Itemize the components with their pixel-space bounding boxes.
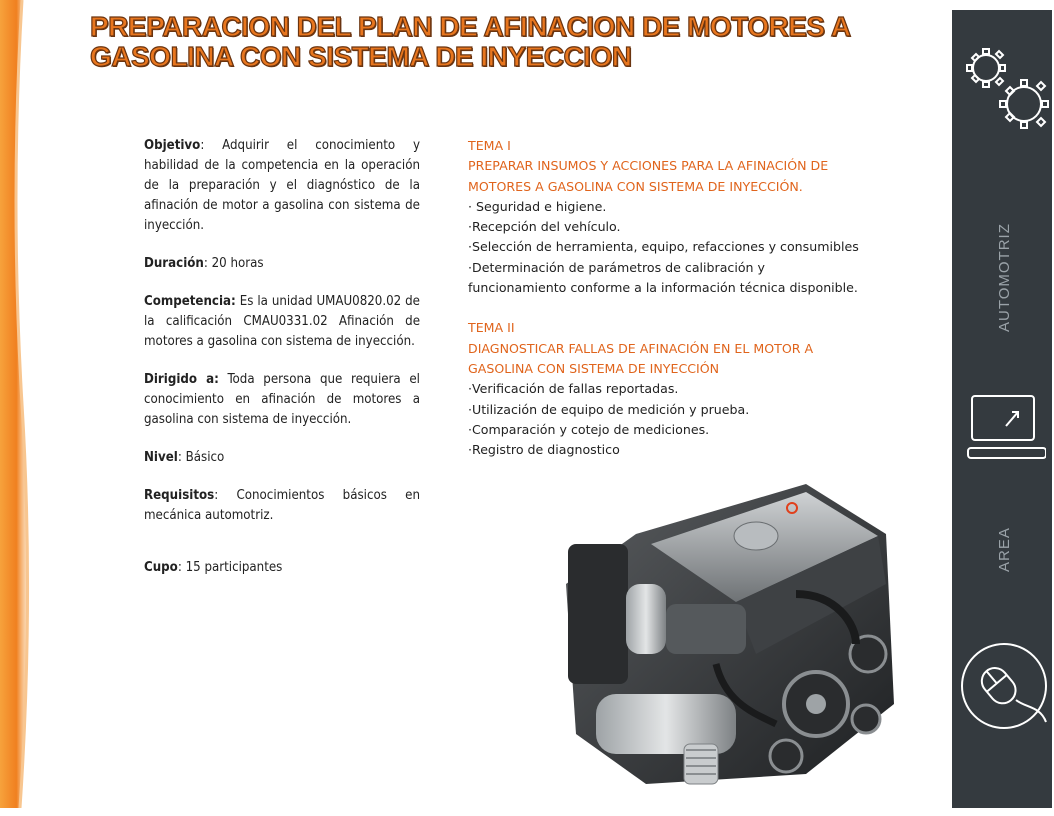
duracion-label: Duración [144,256,204,271]
tema-2-title-line: DIAGNOSTICAR FALLAS DE AFINACIÓN EN EL MOTOR A [468,340,814,356]
automotriz-label: AUTOMOTRIZ [996,223,1013,332]
requisitos-paragraph [144,486,420,526]
competencia-paragraph [144,292,420,352]
tema-1-item: ·Determinación de parámetros de calibración y [468,259,765,275]
tema-1-item: funcionamiento conforme a la información técnica disponible. [468,280,858,296]
nivel-text: : Básico [177,450,225,465]
tema-1-item: ·Recepción del vehículo. [468,219,621,235]
course-details [144,136,420,596]
requisitos-label: Requisitos [144,488,215,503]
competencia-text: Es la unidad UMAU0820.02 de la calificación CMAU0331.02 Afinación de motores a gasolina con sistema de inyección. [144,294,420,349]
tema-2-item: ·Comparación y cotejo de mediciones. [468,421,710,437]
laptop-icon [966,392,1046,468]
tema-2-item: ·Verificación de fallas reportadas. [468,381,679,397]
dirigido-paragraph [144,370,420,430]
mouse-icon [956,634,1052,734]
title-line-2: GASOLINA CON SISTEMA DE INYECCION [90,41,632,72]
cupo-label: Cupo [144,560,178,575]
tema-2-title-line: GASOLINA CON SISTEMA DE INYECCIÓN [468,360,720,376]
duracion-paragraph [144,254,420,274]
competencia-label: Competencia: [144,294,236,309]
page-title [90,12,950,72]
title-line-1: PREPARACION DEL PLAN DE AFINACION DE MOTORES A [90,11,851,42]
duracion-text: : 20 horas [203,256,264,271]
objetivo-paragraph [144,136,420,236]
tema-1-item: ·Selección de herramienta, equipo, refacciones y consumibles [468,239,859,255]
tema-2-label: TEMA II [468,320,515,336]
objetivo-label: Objetivo [144,138,201,153]
tema-1-title-line: MOTORES A GASOLINA CON SISTEMA DE INYECCIÓN. [468,178,803,194]
tema-1-title-line: PREPARAR INSUMOS Y ACCIONES PARA LA AFINACIÓN DE [468,158,829,174]
cupo-paragraph [144,558,420,578]
nivel-label: Nivel [144,450,178,465]
requisitos-text: : Conocimientos básicos en mecánica automotriz. [144,488,420,523]
tema-1-item: · Seguridad e higiene. [468,198,607,214]
orange-accent-bar [0,0,36,808]
area-label: AREA [996,527,1013,572]
tema-2-item: ·Registro de diagnostico [468,442,620,458]
dirigido-label: Dirigido a: [144,372,219,387]
tema-1-label: TEMA I [468,138,511,153]
tema-2-item: ·Utilización de equipo de medición y prueba. [468,401,750,417]
engine-image [556,474,908,804]
dirigido-text: Toda persona que requiera el conocimiento en afinación de motores a gasolina con sistema de inyección. [144,372,420,427]
topics-list [468,136,918,460]
objetivo-text: : Adquirir el conocimiento y habilidad de la competencia en la operación de la preparación y el diagnóstico de la afinación de motor a gasolina con sistema de inyección. [144,138,420,233]
cupo-text: : 15 participantes [177,560,283,575]
gears-icon [958,40,1050,136]
side-panel [952,10,1052,808]
spacer [468,298,918,318]
nivel-paragraph [144,448,420,468]
